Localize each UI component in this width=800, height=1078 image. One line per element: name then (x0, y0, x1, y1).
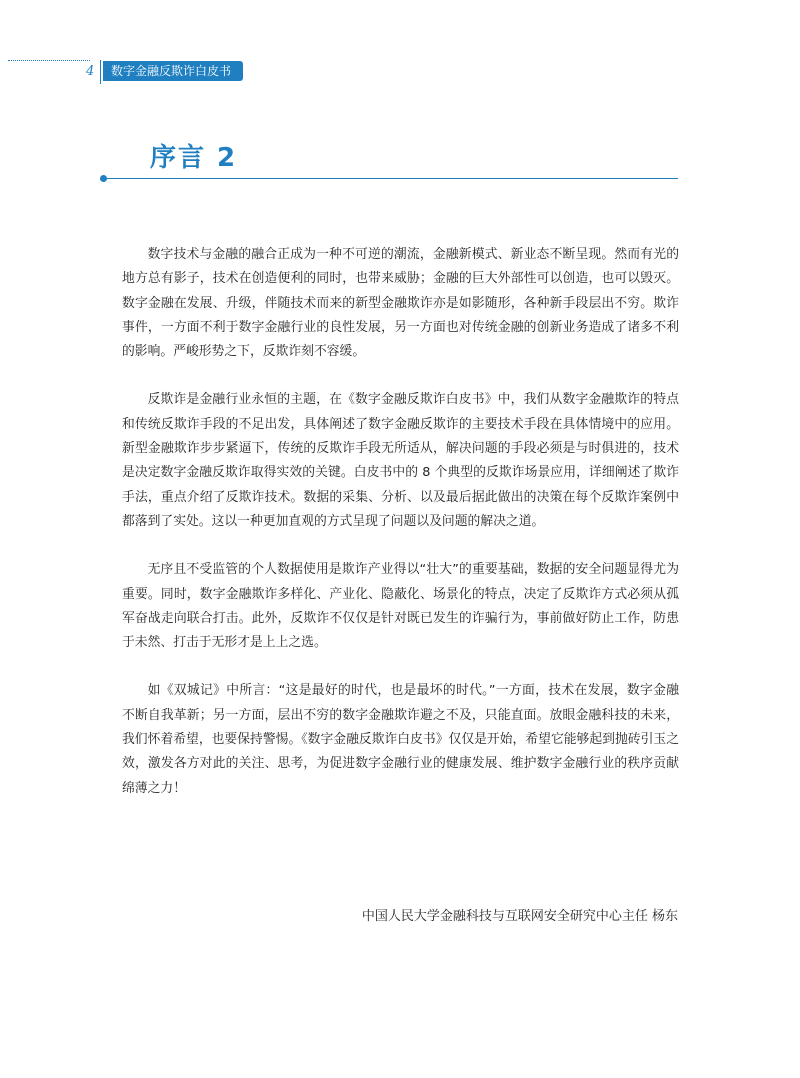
header-divider (100, 60, 101, 84)
page-number: 4 (86, 64, 95, 79)
paragraph: 数字技术与金融的融合正成为一种不可逆的潮流，金融新模式、新业态不断呈现。然而有光的地方总有影子，技术在创造便利的同时，也带来威胁；金融的巨大外部性可以创造，也可以毁灭。数字金融在发展、升级，伴随技术而来的新型金融欺诈亦是如影随形，各种新手段层出不穷。欺诈事件，一方面不利于数字金融行业的良性发展，另一方面也对传统金融的创新业务造成了诸多不利的影响。严峻形势之下，反欺诈刻不容缓。 (122, 247, 679, 360)
running-header-book-title: 数字金融反欺诈白皮书 (103, 61, 243, 81)
title-rule (104, 178, 678, 179)
paragraph: 无序且不受监管的个人数据使用是欺诈产业得以“壮大”的重要基础，数据的安全问题显得尤为重要。同时，数字金融欺诈多样化、产业化、隐蔽化、场景化的特点，决定了反欺诈方式必须从孤军奋战走向联合打击。此外，反欺诈不仅仅是针对既已发生的诈骗行为，事前做好防止工作，防患于未然、打击于无形才是上上之选。 (122, 562, 679, 651)
preface-body (122, 243, 679, 825)
paragraph: 如《双城记》中所言：“这是最好的时代，也是最坏的时代。”一方面，技术在发展，数字金融不断自我革新；另一方面，层出不穷的数字金融欺诈避之不及，只能直面。放眼金融科技的未来，我们怀着希望，也要保持警惕。《数字金融反欺诈白皮书》仅仅是开始，希望它能够起到抛砖引玉之效，激发各方对此的关注、思考，为促进数字金融行业的健康发展、维护数字金融行业的秩序贡献绵薄之力！ (122, 683, 679, 796)
author-signature: 中国人民大学金融科技与互联网安全研究中心主任 杨东 (361, 909, 678, 924)
paragraph: 反欺诈是金融行业永恒的主题，在《数字金融反欺诈白皮书》中，我们从数字金融欺诈的特点和传统反欺诈手段的不足出发，具体阐述了数字金融反欺诈的主要技术手段在具体情境中的应用。新型金融欺诈步步紧逼下，传统的反欺诈手段无所适从，解决问题的手段必须是与时俱进的，技术是决定数字金融反欺诈取得实效的关键。白皮书中的 8 个典型的反欺诈场景应用，详细阐述了欺诈手法，重点介绍了反欺诈技术。数据的采集、分析、以及最后据此做出的决策在每个反欺诈案例中都落到了实处。这以一种更加直观的方式呈现了问题以及问题的解决之道。 (122, 392, 679, 529)
header-dotted-line (8, 60, 90, 61)
section-title: 序言 2 (150, 143, 238, 173)
